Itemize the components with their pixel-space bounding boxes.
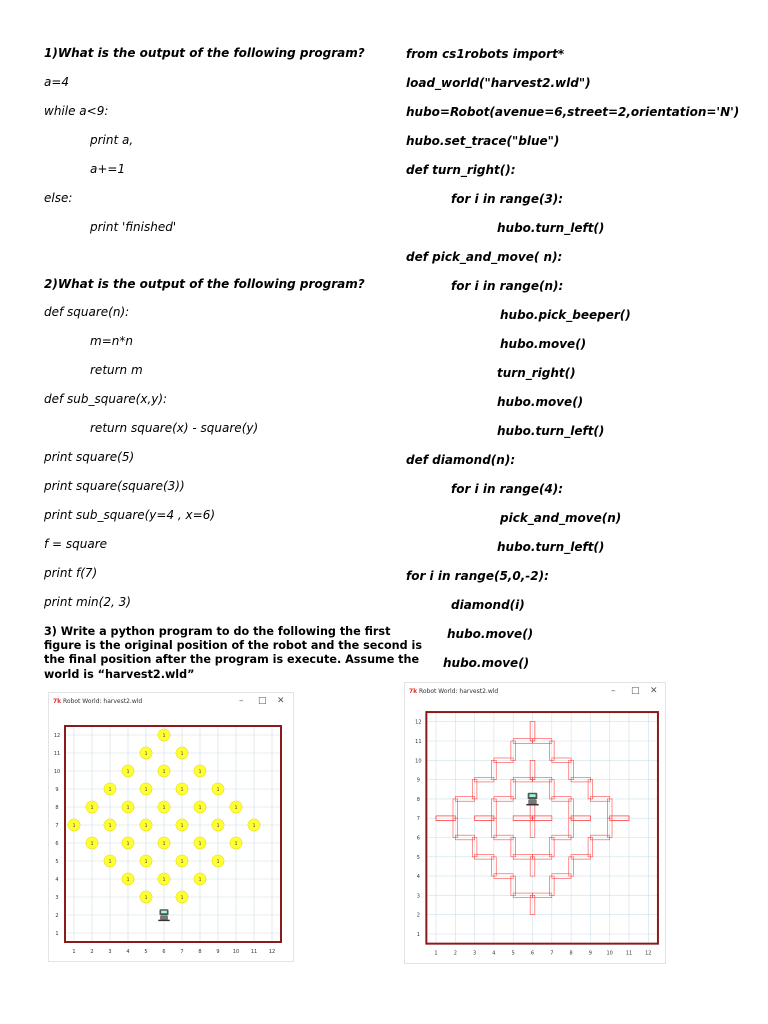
code-line: hubo.turn_left() [497, 540, 605, 554]
beeper-count: 1 [162, 769, 166, 775]
code-line: return m [90, 363, 143, 377]
axis-label-street: 2 [55, 913, 59, 919]
beeper-count: 1 [108, 859, 112, 865]
robot-world-window-after [404, 682, 666, 964]
axis-label-street: 5 [416, 854, 420, 861]
code-line: print a, [90, 133, 134, 147]
axis-label-avenue: 7 [550, 950, 554, 957]
axis-label-street: 3 [55, 895, 59, 901]
beeper-count: 1 [126, 877, 130, 883]
beeper-count: 1 [180, 859, 184, 865]
axis-label-avenue: 4 [492, 950, 496, 957]
axis-label-avenue: 12 [268, 949, 276, 955]
axis-label-street: 3 [416, 893, 420, 900]
axis-label-avenue: 10 [232, 949, 240, 955]
q3-line: figure is the original position of the robot and the second is [44, 639, 423, 653]
code-line: print min(2, 3) [44, 595, 131, 609]
beeper-count: 1 [108, 787, 112, 793]
code-line: for i in range(n): [451, 279, 564, 293]
world-canvas-after [405, 683, 665, 963]
q3-line: 3) Write a python program to do the following the first [44, 625, 391, 638]
axis-label-avenue: 5 [511, 950, 515, 957]
axis-label-street: 4 [416, 874, 420, 881]
code-line: print f(7) [44, 566, 98, 580]
code-line: a=4 [44, 75, 70, 89]
code-line: diamond(i) [451, 598, 525, 612]
code-line: print sub_square(y=4 , x=6) [44, 508, 216, 522]
code-line: hubo.move() [497, 395, 584, 409]
code-line: print square(square(3)) [44, 479, 185, 493]
code-line: from cs1robots import* [406, 47, 565, 61]
axis-label-avenue: 6 [162, 949, 166, 955]
axis-label-avenue: 6 [530, 950, 535, 957]
code-line: def turn_right(): [406, 163, 516, 177]
axis-label-avenue: 9 [216, 949, 220, 955]
beeper-count: 1 [180, 751, 184, 757]
axis-label-street: 6 [416, 835, 420, 842]
world-border [65, 726, 281, 942]
code-line: for i in range(4): [451, 482, 564, 496]
axis-label-avenue: 11 [250, 949, 258, 955]
robot-wheels [526, 804, 538, 806]
beeper-count: 1 [216, 787, 220, 793]
code-line: print 'finished' [90, 220, 177, 234]
beeper-count: 1 [126, 769, 130, 775]
beeper-count: 1 [126, 805, 130, 811]
beeper-count: 1 [108, 823, 112, 829]
code-line: hubo=Robot(avenue=6,street=2,orientation='N') [406, 105, 740, 119]
axis-label-street: 11 [415, 739, 422, 745]
code-line: def square(n): [44, 305, 130, 319]
close-button[interactable]: ✕ [277, 696, 285, 706]
beeper-count: 1 [234, 841, 238, 847]
beeper-count: 1 [198, 877, 202, 883]
beeper-count: 1 [90, 805, 94, 811]
axis-label-street: 7 [416, 816, 420, 823]
code-line: print square(5) [44, 450, 135, 464]
code-line: hubo.move() [447, 627, 534, 641]
beeper-count: 1 [90, 841, 94, 847]
beeper-count: 1 [144, 859, 148, 865]
code-line: hubo.move() [500, 337, 587, 351]
world-canvas-before [49, 693, 293, 961]
code-line: hubo.turn_left() [497, 424, 605, 438]
question-2-heading: 2)What is the output of the following program? [44, 277, 365, 291]
code-line: for i in range(5,0,-2): [406, 569, 549, 583]
beeper-count: 1 [234, 805, 238, 811]
axis-label-street: 2 [416, 912, 420, 919]
robot-eyes [529, 794, 535, 797]
beeper-count: 1 [162, 841, 166, 847]
beeper-count: 1 [198, 805, 202, 811]
beeper-count: 1 [180, 895, 184, 901]
axis-label-street: 12 [415, 719, 422, 726]
beeper-count: 1 [162, 877, 166, 883]
axis-label-street: 8 [416, 796, 420, 803]
code-line: hubo.move() [443, 656, 530, 670]
axis-label-street: 1 [416, 932, 420, 938]
code-line: a+=1 [90, 162, 126, 176]
robot-wheels [158, 920, 170, 921]
robot-world-window-before [48, 692, 294, 962]
code-line: def sub_square(x,y): [44, 392, 168, 406]
maximize-button[interactable]: □ [631, 686, 640, 696]
beeper-count: 1 [216, 859, 220, 865]
axis-label-street: 10 [415, 758, 422, 765]
robot-eyes [161, 911, 167, 914]
axis-label-street: 10 [53, 769, 61, 775]
axis-label-street: 1 [55, 931, 59, 937]
world-border [426, 712, 658, 944]
code-line: while a<9: [44, 104, 109, 118]
axis-label-avenue: 5 [144, 949, 148, 955]
beeper-count: 1 [144, 823, 148, 829]
code-line: m=n*n [90, 334, 133, 348]
code-line: def pick_and_move( n): [406, 250, 563, 264]
axis-label-avenue: 9 [588, 950, 592, 957]
q3-line: the final position after the program is execute. Assume the [44, 653, 420, 667]
axis-label-avenue: 4 [126, 949, 130, 955]
beeper-count: 1 [198, 841, 202, 847]
beeper-count: 1 [144, 895, 148, 901]
code-line: else: [44, 191, 73, 205]
beeper-count: 1 [198, 769, 202, 775]
axis-label-street: 4 [55, 877, 59, 883]
axis-label-street: 9 [55, 787, 59, 793]
axis-label-avenue: 10 [606, 950, 613, 957]
window-title: Robot World: harvest2.wld [419, 688, 499, 695]
beeper-count: 1 [72, 823, 76, 829]
beeper-count: 1 [180, 823, 184, 829]
robot-body [160, 916, 168, 920]
axis-label-avenue: 12 [645, 950, 652, 957]
tk-logo-icon: 7k [409, 688, 418, 695]
axis-label-street: 9 [416, 777, 420, 784]
axis-label-street: 5 [55, 859, 59, 865]
code-line: turn_right() [497, 366, 576, 380]
axis-label-avenue: 7 [180, 949, 184, 955]
axis-label-street: 11 [53, 751, 61, 757]
axis-label-avenue: 11 [625, 950, 633, 957]
question-3-text [44, 625, 423, 682]
axis-label-street: 6 [55, 841, 59, 847]
code-line: hubo.set_trace("blue") [406, 134, 560, 148]
beeper-count: 1 [144, 787, 148, 793]
axis-label-avenue: 8 [569, 950, 573, 957]
beeper-count: 1 [162, 805, 166, 811]
beeper-count: 1 [216, 823, 220, 829]
code-line: load_world("harvest2.wld") [406, 76, 591, 90]
beeper-count: 1 [180, 787, 184, 793]
axis-label-street: 12 [53, 733, 61, 739]
axis-label-avenue: 1 [72, 949, 76, 955]
question-1-heading: 1)What is the output of the following program? [44, 46, 365, 60]
axis-label-street: 7 [55, 823, 59, 829]
axis-label-avenue: 1 [434, 950, 438, 957]
tk-logo-icon: 7k [53, 698, 62, 705]
q3-line: world is “harvest2.wld” [44, 667, 195, 681]
axis-label-avenue: 3 [108, 949, 112, 955]
axis-label-avenue: 3 [473, 950, 477, 957]
close-button[interactable]: ✕ [650, 686, 658, 696]
beeper-count: 1 [126, 841, 130, 847]
axis-label-avenue: 8 [198, 949, 202, 955]
code-line: pick_and_move(n) [500, 511, 622, 525]
beeper-count: 1 [144, 751, 148, 757]
minimize-button[interactable]: – [239, 696, 244, 706]
code-line: return square(x) - square(y) [90, 421, 259, 435]
code-line: hubo.pick_beeper() [500, 308, 631, 322]
beeper-count: 1 [162, 733, 166, 739]
maximize-button[interactable]: □ [258, 696, 267, 706]
minimize-button[interactable]: – [611, 686, 616, 696]
beeper-count: 1 [252, 823, 256, 829]
code-line: hubo.turn_left() [497, 221, 605, 235]
code-line: for i in range(3): [451, 192, 564, 206]
axis-label-avenue: 2 [90, 949, 94, 955]
code-line: def diamond(n): [406, 453, 516, 467]
window-title: Robot World: harvest2.wld [63, 698, 143, 705]
axis-label-avenue: 2 [453, 950, 457, 957]
code-line: f = square [44, 537, 108, 551]
robot-body [528, 800, 536, 805]
axis-label-street: 8 [55, 805, 59, 811]
